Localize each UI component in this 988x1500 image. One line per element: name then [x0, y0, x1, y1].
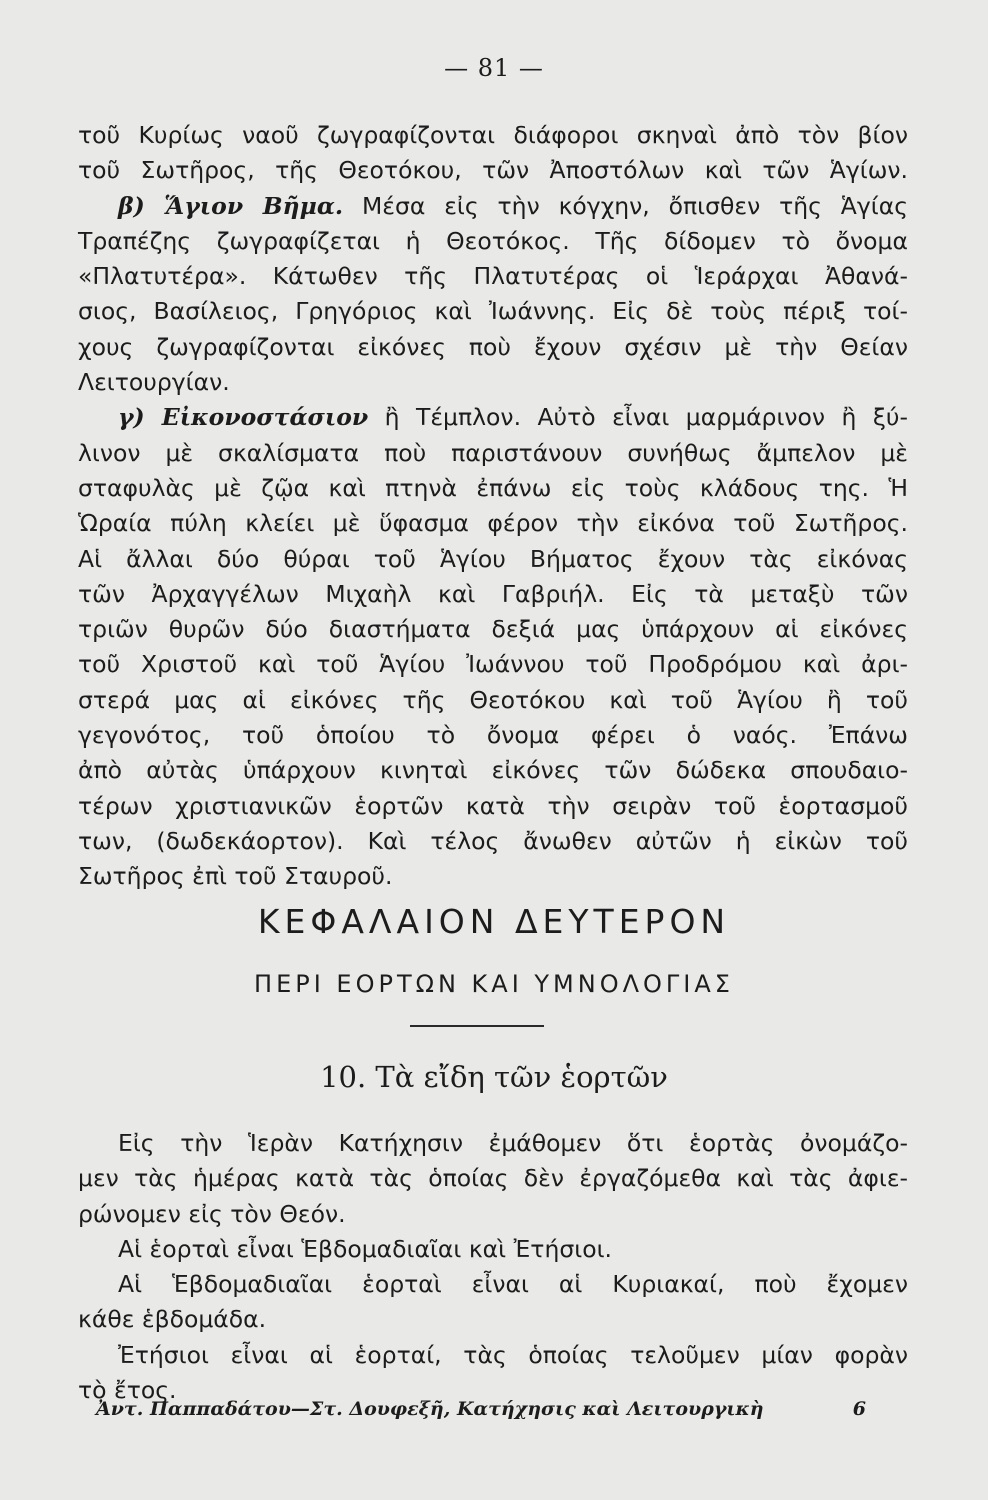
- text-line: γεγονότος, τοῦ ὁποίου τὸ ὄνομα φέρει ὁ ναός. Ἐπάνω: [78, 721, 908, 750]
- page-footer: [96, 1398, 866, 1420]
- text-line: χους ζωγραφίζονται εἰκόνες ποὺ ἔχουν σχέσιν μὲ τὴν Θείαν: [78, 332, 908, 361]
- text-line: Αἱ ἑορταὶ εἶναι Ἑβδομαδιαῖαι καὶ Ἐτήσιοι.: [118, 1234, 612, 1263]
- section-label-c: γ) Εἰκονοστάσιον: [118, 403, 369, 432]
- section-body: [78, 1126, 908, 1408]
- text-line: τοῦ Χριστοῦ καὶ τοῦ Ἁγίου Ἰωάννου τοῦ Προδρόμου καὶ ἀρι-: [78, 650, 908, 679]
- chapter-title: ΚΕΦΑΛΑΙΟΝ ΔΕΥΤΕΡΟΝ: [257, 902, 731, 941]
- text-line: τοῦ Σωτῆρος, τῆς Θεοτόκου, τῶν Ἀποστόλων καὶ τῶν Ἁγίων.: [78, 156, 908, 185]
- text-line: κάθε ἑβδομάδα.: [78, 1305, 267, 1334]
- text-line: [78, 189, 908, 224]
- text-line: Λειτουργίαν.: [78, 368, 230, 397]
- text-line: Αἱ Ἑβδομαδιαῖαι ἑορταὶ εἶναι αἱ Κυριακαί, ποὺ ἔχομεν: [118, 1270, 908, 1299]
- text-line: σιος, Βασίλειος, Γρηγόριος καὶ Ἰωάννης. Εἰς δὲ τοὺς πέριξ τοί-: [78, 297, 908, 326]
- page-number: — 81 —: [444, 54, 544, 82]
- text-line: Ὡραία πύλη κλείει μὲ ὕφασμα φέρον τὴν εἰκόνα τοῦ Σωτῆρος.: [78, 509, 908, 538]
- text-line: τῶν Ἀρχαγγέλων Μιχαὴλ καὶ Γαβριήλ. Εἰς τὰ μεταξὺ τῶν: [78, 579, 908, 608]
- divider-rule: [410, 1025, 544, 1027]
- signature-mark: 6: [852, 1398, 866, 1420]
- text-line: τὸ ἔτος.: [78, 1376, 177, 1405]
- footer-citation: Ἀντ. Παππαδάτου—Στ. Δουφεξῆ, Κατήχησις καὶ Λειτουργικὴ: [96, 1398, 764, 1420]
- text-line: Τραπέζης ζωγραφίζεται ἡ Θεοτόκος. Τῆς δίδομεν τὸ ὄνομα: [78, 226, 908, 255]
- text-line: «Πλατυτέρα». Κάτωθεν τῆς Πλατυτέρας οἱ Ἱεράρχαι Ἀθανά-: [78, 262, 908, 291]
- text-line: [78, 400, 908, 435]
- text-line: Εἰς τὴν Ἱερὰν Κατήχησιν ἐμάθομεν ὅτι ἑορτὰς ὀνομάζο-: [118, 1129, 908, 1157]
- text-line: Αἱ ἄλλαι δύο θύραι τοῦ Ἁγίου Βήματος ἔχουν τὰς εἰκόνας: [78, 544, 908, 573]
- text-line: ρώνομεν εἰς τὸν Θεόν.: [78, 1199, 346, 1228]
- text-line: μεν τὰς ἡμέρας κατὰ τὰς ὁποίας δὲν ἐργαζόμεθα καὶ τὰς ἀφιε-: [78, 1164, 908, 1193]
- section-label-b: β) Ἅγιον Βῆμα.: [118, 191, 344, 220]
- text-line: στερά μας αἱ εἰκόνες τῆς Θεοτόκου καὶ τοῦ Ἁγίου ἢ τοῦ: [78, 685, 908, 714]
- body-text: [78, 118, 908, 895]
- text-line: Ἐτήσιοι εἶναι αἱ ἑορταί, τὰς ὁποίας τελοῦμεν μίαν φορὰν: [118, 1340, 908, 1369]
- text-fragment: ἢ Τέμπλον. Αὐτὸ εἶναι μαρμάρινον ἢ ξύ-: [368, 403, 908, 432]
- text-line: σταφυλὰς μὲ ζῷα καὶ πτηνὰ ἐπάνω εἰς τοὺς κλάδους της. Ἡ: [78, 473, 908, 502]
- text-line: λινον μὲ σκαλίσματα ποὺ παριστάνουν συνήθως ἄμπελον μὲ: [78, 438, 908, 467]
- text-line: τέρων χριστιανικῶν ἑορτῶν κατὰ τὴν σειρὰν τοῦ ἑορτασμοῦ: [78, 791, 908, 820]
- chapter-subtitle: ΠΕΡΙ ΕΟΡΤΩΝ ΚΑΙ ΥΜΝΟΛΟΓΙΑΣ: [254, 970, 734, 998]
- text-line: Σωτῆρος ἐπὶ τοῦ Σταυροῦ.: [78, 862, 393, 891]
- text-line: των, (δωδεκάορτον). Καὶ τέλος ἄνωθεν αὐτῶν ἡ εἰκὼν τοῦ: [78, 826, 908, 855]
- text-line: τοῦ Κυρίως ναοῦ ζωγραφίζονται διάφοροι σκηναὶ ἀπὸ τὸν βίον: [78, 121, 908, 149]
- text-line: ἀπὸ αὐτὰς ὑπάρχουν κινηταὶ εἰκόνες τῶν δώδεκα σπουδαιο-: [78, 756, 908, 785]
- text-fragment: Μέσα εἰς τὴν κόγχην, ὄπισθεν τῆς Ἁγίας: [343, 191, 908, 220]
- section-title: 10. Τὰ εἴδη τῶν ἑορτῶν: [320, 1060, 668, 1094]
- text-line: τριῶν θυρῶν δύο διαστήματα δεξιά μας ὑπάρχουν αἱ εἰκόνες: [78, 615, 908, 644]
